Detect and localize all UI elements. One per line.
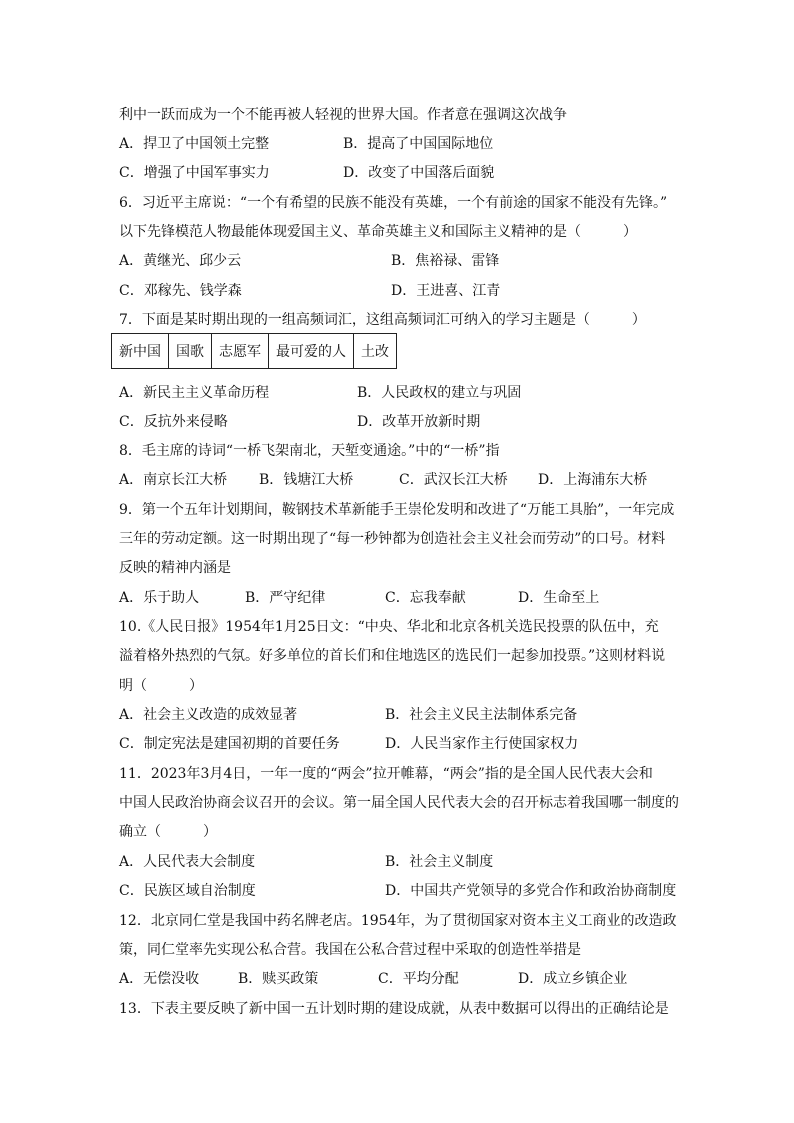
q9-option-b: B．严守纪律	[245, 590, 326, 606]
q5-option-c: C．增强了中国军事实力	[119, 165, 270, 181]
q6-option-d: D．王进喜、江青	[391, 283, 501, 299]
q6-stem-line2: 以下先锋模范人物最能体现爱国主义、革命英雄主义和国际主义精神的是（ ）	[119, 224, 637, 240]
q12-stem-line2: 策，同仁堂率先实现公私合营。我国在公私合营过程中采取的创造性举措是	[119, 942, 581, 958]
q10-stem-line1: 10.《人民日报》1954年1月25日文：“中央、华北和北京各机关选民投票的队伍中，充	[119, 619, 659, 635]
q9-stem-line3: 反映的精神内涵是	[119, 560, 231, 576]
q9-option-a: A．乐于助人	[119, 590, 200, 606]
q10-option-a: A．社会主义改造的成效显著	[119, 707, 298, 723]
q5-option-b: B．提高了中国国际地位	[343, 136, 494, 152]
q9-option-c: C．忘我奉献	[385, 590, 466, 606]
q7-word-cell: 国歌	[169, 334, 212, 369]
q7-word-cell: 最可爱的人	[269, 334, 354, 369]
q7-stem: 7．下面是某时期出现的一组高频词汇，这组高频词汇可纳入的学习主题是（ ）	[119, 312, 646, 328]
q11-stem-line2: 中国人民政治协商会议召开的会议。第一届全国人民代表大会的召开标志着我国哪一制度的	[119, 795, 679, 811]
q6-stem-line1: 6．习近平主席说：“一个有希望的民族不能没有英雄，一个有前途的国家不能没有先锋。”	[119, 195, 668, 211]
q12-option-d: D．成立乡镇企业	[518, 971, 628, 987]
q10-option-c: C．制定宪法是建国初期的首要任务	[119, 736, 340, 752]
q7-option-a: A．新民主主义革命历程	[119, 385, 270, 401]
q5-option-a: A．捍卫了中国领土完整	[119, 136, 270, 152]
q10-option-b: B．社会主义民主法制体系完备	[385, 707, 578, 723]
q7-word-table	[111, 333, 397, 369]
q8-option-d: D．上海浦东大桥	[538, 472, 648, 488]
q11-option-c: C．民族区域自治制度	[119, 883, 256, 899]
q8-option-c: C．武汉长江大桥	[399, 472, 508, 488]
q5-option-d: D．改变了中国落后面貌	[343, 165, 495, 181]
q7-option-d: D．改革开放新时期	[357, 414, 481, 430]
q12-stem-line1: 12．北京同仁堂是我国中药名牌老店。1954年，为了贯彻国家对资本主义工商业的改造政	[119, 913, 677, 929]
q7-word-cell: 志愿军	[212, 334, 269, 369]
q6-option-c: C．邓稼先、钱学森	[119, 283, 242, 299]
q10-stem-line2: 溢着格外热烈的气氛。好多单位的首长们和住地选区的选民们一起参加投票。”这则材料说	[119, 648, 666, 664]
q9-stem-line2: 三年的劳动定额。这一时期出现了“每一秒钟都为创造社会主义社会而劳动”的口号。材料	[119, 531, 666, 547]
q10-stem-line3: 明（ ）	[119, 678, 203, 694]
q11-option-d: D．中国共产党领导的多党合作和政治协商制度	[385, 883, 677, 899]
q7-word-cell: 新中国	[112, 334, 169, 369]
q7-word-cell: 土改	[354, 334, 397, 369]
q12-option-c: C．平均分配	[378, 971, 459, 987]
q11-stem-line3: 确立（ ）	[119, 824, 217, 840]
q6-option-b: B．焦裕禄、雷锋	[391, 253, 500, 269]
q11-option-b: B．社会主义制度	[385, 854, 494, 870]
q8-option-a: A．南京长江大桥	[119, 472, 228, 488]
q7-option-b: B．人民政权的建立与巩固	[357, 385, 522, 401]
q12-option-a: A．无偿没收	[119, 971, 200, 987]
q9-stem-line1: 9．第一个五年计划期间，鞍钢技术革新能手王崇伦发明和改进了“万能工具胎”，一年完成	[119, 502, 675, 518]
q10-option-d: D．人民当家作主行使国家权力	[385, 736, 579, 752]
q11-stem-line1: 11．2023年3月4日，一年一度的“两会”拉开帷幕，“两会”指的是全国人民代表大会和	[119, 766, 653, 782]
q6-option-a: A．黄继光、邱少云	[119, 253, 242, 269]
q8-stem: 8．毛主席的诗词“一桥飞架南北，天堑变通途。”中的“一桥”指	[119, 443, 500, 459]
q8-option-b: B．钱塘江大桥	[259, 472, 354, 488]
q12-option-b: B．赎买政策	[238, 971, 319, 987]
q9-option-d: D．生命至上	[518, 590, 600, 606]
q7-option-c: C．反抗外来侵略	[119, 414, 228, 430]
q11-option-a: A．人民代表大会制度	[119, 854, 256, 870]
q13-stem: 13．下表主要反映了新中国一五计划时期的建设成就，从表中数据可以得出的正确结论是	[119, 1001, 669, 1017]
q5-continuation: 利中一跃而成为一个不能再被人轻视的世界大国。作者意在强调这次战争	[119, 107, 567, 123]
